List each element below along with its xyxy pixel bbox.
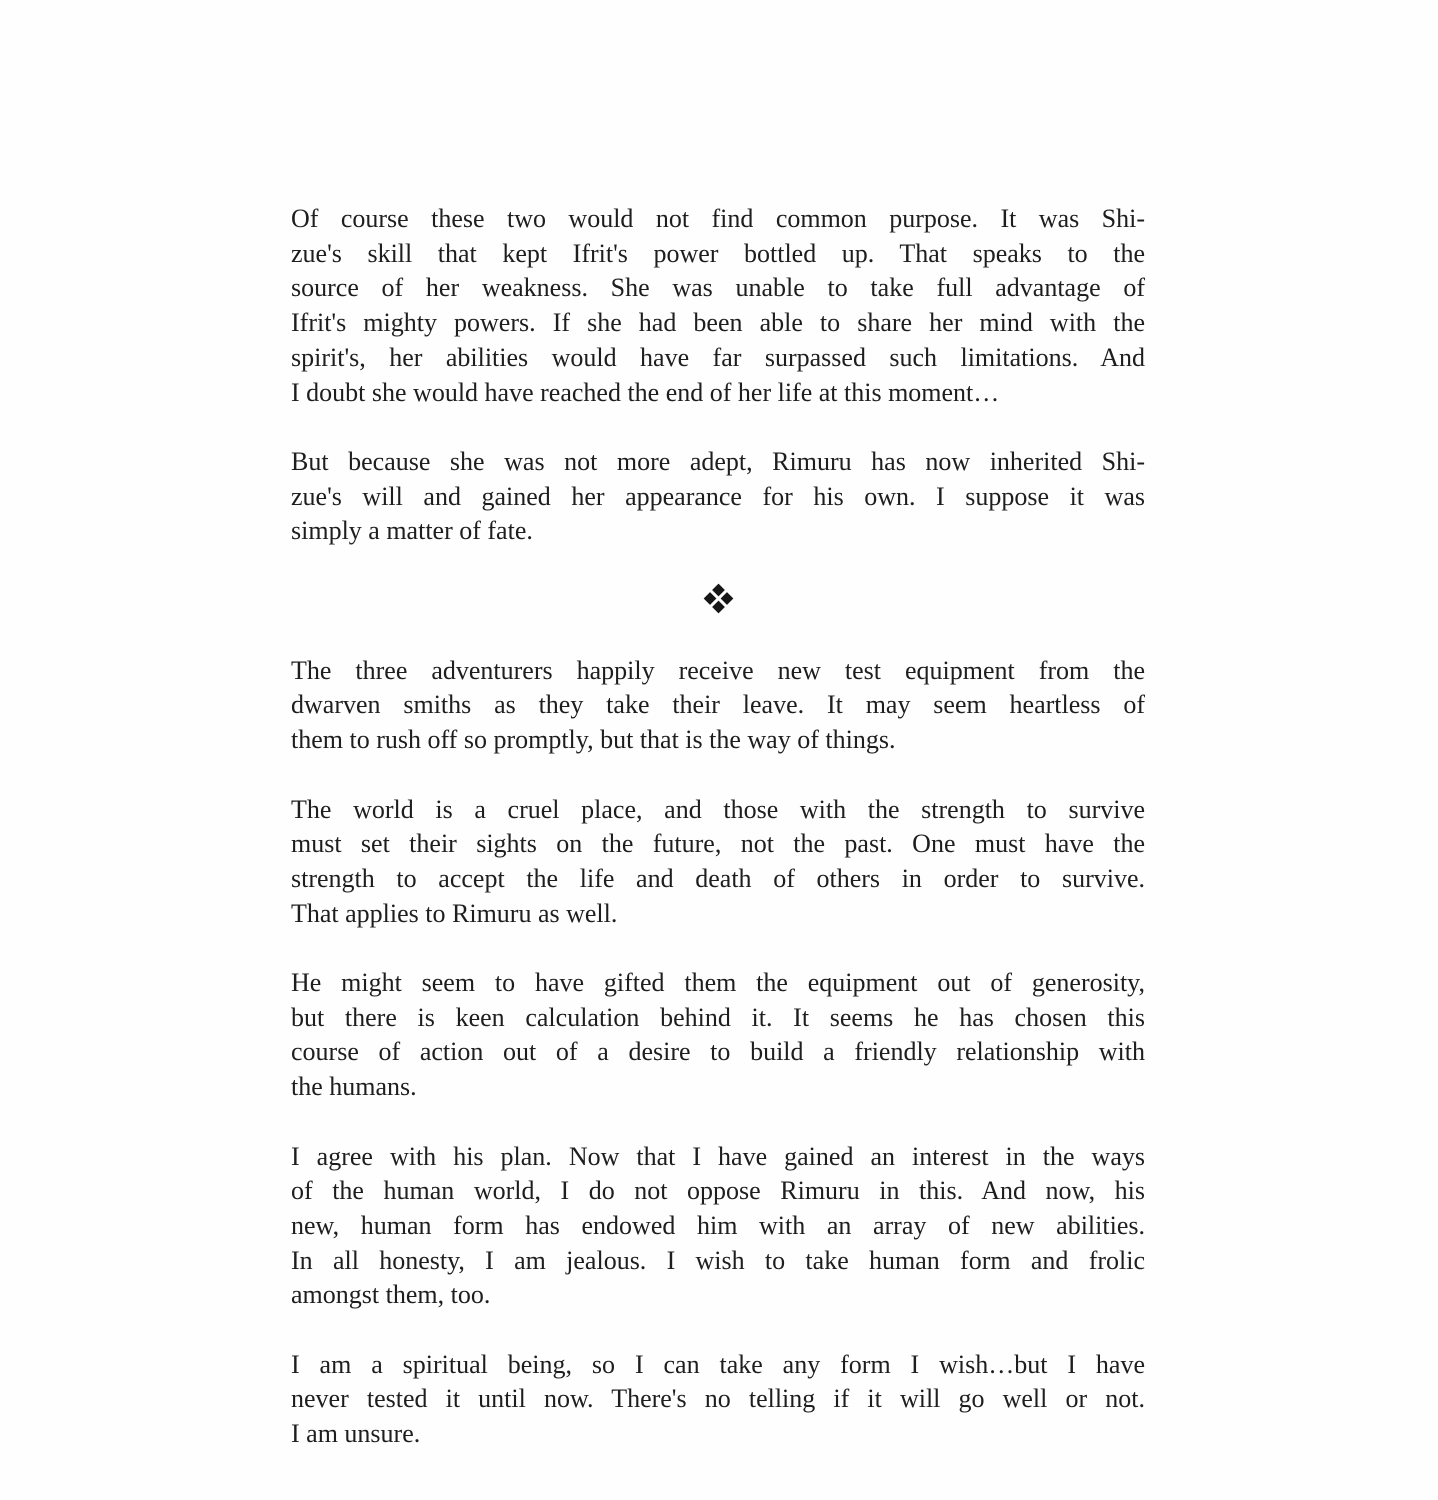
text-line: of the human world, I do not oppose Rimuru in this. And now, his (291, 1176, 1145, 1206)
text-line: Of course these two would not find common purpose. It was Shi- (291, 204, 1145, 233)
paragraph (291, 654, 1145, 758)
paragraph (291, 966, 1145, 1105)
text-line: zue's will and gained her appearance for his own. I suppose it was (291, 481, 1145, 511)
diamond-shape (712, 601, 725, 614)
text-line: I am unsure. (291, 1419, 421, 1449)
text-line: The world is a cruel place, and those with the strength to survive (291, 794, 1145, 824)
text-line: In all honesty, I am jealous. I wish to take human form and frolic (291, 1245, 1145, 1275)
paragraph (291, 1348, 1145, 1452)
paragraph (291, 1140, 1145, 1314)
paragraph (291, 202, 1145, 410)
paragraph (291, 445, 1145, 549)
text-line: the humans. (291, 1072, 417, 1102)
text-line: simply a matter of fate. (291, 516, 533, 546)
text-line: But because she was not more adept, Rimuru has now inherited Shi- (291, 446, 1145, 476)
text-line: them to rush off so promptly, but that is the way of things. (291, 725, 896, 755)
paragraph (291, 793, 1145, 932)
text-line: I am a spiritual being, so I can take any form I wish…but I have (291, 1349, 1145, 1379)
text-line: I doubt she would have reached the end of her life at this moment… (291, 377, 1000, 407)
text-line: zue's skill that kept Ifrit's power bottled up. That speaks to the (291, 238, 1145, 268)
text-line: strength to accept the life and death of others in order to survive. (291, 863, 1145, 893)
text-line: The three adventurers happily receive new test equipment from the (291, 655, 1145, 685)
text-line: never tested it until now. There's no telling if it will go well or not. (291, 1384, 1145, 1414)
four-diamonds-icon (703, 584, 733, 614)
text-line: I agree with his plan. Now that I have gained an interest in the ways (291, 1141, 1145, 1171)
text-line: Ifrit's mighty powers. If she had been able to share her mind with the (291, 308, 1145, 338)
text-line: must set their sights on the future, not the past. One must have the (291, 829, 1145, 859)
text-line: That applies to Rimuru as well. (291, 898, 618, 928)
text-line: dwarven smiths as they take their leave. It may seem heartless of (291, 690, 1145, 720)
text-line: but there is keen calculation behind it. It seems he has chosen this (291, 1002, 1145, 1032)
text-line: source of her weakness. She was unable to take full advantage of (291, 273, 1145, 303)
text-line: spirit's, her abilities would have far surpassed such limitations. And (291, 342, 1145, 372)
section-divider (291, 584, 1145, 614)
text-line: new, human form has endowed him with an array of new abilities. (291, 1210, 1145, 1240)
text-line: course of action out of a desire to build a friendly relationship with (291, 1037, 1145, 1067)
text-line: He might seem to have gifted them the equipment out of generosity, (291, 968, 1145, 997)
text-line: amongst them, too. (291, 1280, 491, 1310)
